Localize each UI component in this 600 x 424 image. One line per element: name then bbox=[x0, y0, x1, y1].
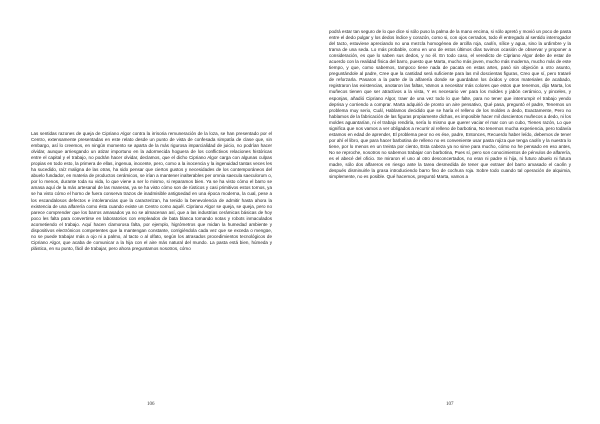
right-page-paragraph: podrá estar tan seguro de lo que dice si sólo puso la palma de la mano encima, si sólo apretó y movió un poco de pasta entre el dedo pulgar y los dedos índice y corazón, como si, con ojos cerrados, todo él entregado al sentido interrogador del tacto, estuviese apreciando no una mezcla homogénea de arcilla roja, caolín, sílice y agua, sino la urdimbre y la trama de una seda. Lo más probable, como en uno de estos últimos días tuvimos ocasión de observar y proponer a consideración, es que lo saben sus dedos, y no él. En todo caso, el veredicto de Cipriano Algor debe de estar de acuerdo con la realidad física del barro, puesto que Marta, mucho más joven, mucho más moderna, mucho más de este tiempo, y que, como sabemos, tampoco tiene nada de pacata en estas artes, pasó sin objeción a otro asunto, preguntándole al padre, Cree que la cantidad será suficiente para las mil doscientas figuras, Creo que sí, pero trataré de reforzarla. Pasaron a la parte de la alfarería donde se guardaban los óxidos y otros materiales de acabado, registraron las existencias, anotaron las faltas, Vamos a necesitar más colores que estos que tenemos, dijo Marta, los muñecos tienen que ser atractivos a la vista, Y es necesario ver para los moldes y jabón cerámico, y pinceles, y esponjas, añadió Cipriano Algor, traer de una vez todo lo que falte, para no tener que interrumpir el trabajo yendo deprisa y corriendo a comprar. Marta adquirió de pronto un aire pensativo, Qué pasa, preguntó el padre, Tenemos un problema muy serio, Cuál, Hablamos decidido que se haría el relleno de los moldes a dedo, Exactamente, Pero no hablamos de la fabricación de las figuras propiamente dichas, es imposible hacer mil doscientos muñecos a dedo, ni los moldes aguantarían, ni el trabajo rendiría, sería lo mismo que querer vaciar el mar con un cubo, Tienes razón, Lo que significa que nos vamos a ver obligados a recurrir al relleno de barbotina, No tenemos mucha experiencia, pero todavía estamos en edad de aprender, El problema peor no es ése, padre, Entonces, Recuerdo haber leído, debemos de tener por ahí el libro, que para hacer barbotina de relleno no es conveniente usar pasta rojiza que tenga caolín y la nuestra lo tiene, por lo menos en un treinta por ciento, Esta cabeza ya no sirve para mucho, cómo no he pensado en eso antes, No se reproche, nosotros no sabemos trabajar con barbotina, Pues sí, pero son conocimientos de pérvulos de alfarería, es el abecé del oficio. Se miraron el uno al otro desconcertados, no eran ni padre ni hija, ni futuro abuelo ni futura madre, sólo dos alfareros en riesgo ante la tarea desmedida de tener que extraer del barro amasado el caolín y después disminuirle la grasa introduciendo barro fino de cochura roja. Sobre todo cuando tal operación de alquimia, simplemente, no es posible. Qué hacemos, preguntó Marta, vamos a bbox=[329, 29, 571, 180]
right-page-number: 107 bbox=[446, 402, 454, 407]
left-page-paragraph: Las sentidas razones de queja de Cipriano Algor contra la irrisoria remuneración de la loza, se han presentado por el Centro, extensamente presentadas en este relato desde un punto de vista de confesada simpatía de clase que, sin embargo, así lo creemos, en ningún momento se aparta de la más rigurosa imparcialidad de juicio, no podrían hacer olvidar, aunque arriesgando un atizar importuno en la adormecida hoguera de los conflictivos relaciones históricas entre el capital y el trabajo, no podrán hacer olvidar, declamos, que el dicho Cipriano Algor carga con algunas culpas propias en todo esto, la primera de ellas, ingenua, inocente, pero, como a la inocencia y la ingenuidad tantas veces les ha sucedido, raíz maligna de las otras, ha sido pensar que ciertos gustos y necesidades de los contemporáneos del abuelo fundador, en materia de productos cerámicos, se irían a mantener inalterables per omnia saecula saeculorum o, por lo menos, durante toda su vida, lo que viene a ser lo mismo, si reparamos bien. Ya se ha visto cómo el barro se amasa aquí de la más artesanal de las maneras, ya se ha visto cómo son de rústicos y casi primitivos estos tornos, ya se ha visto cómo el horno de fuera conserva trazos de inadmisible antigüedad en una época moderna, la cual, pese a los escandalosos defectos e intolerancias que la caracterizan, ha tenido la benevolencia de admitir hasta ahora la existencia de una alfarería como ésta cuando existe un Centro como aquél. Cipriano Algor se queja, se queja, pero no parece comprender que los barros amasados ya no se almacenan así, que a las industrias cerámicas básicas de hoy poco les falta para convertirse en laboratorios con empleados de bata blanca tomando notas y robots inmaculados acometiendo el trabajo. Aquí hacen clamorosa falta, por ejemplo, higrómetros que midan la humedad ambiente y dispositivos electrónicos competentes que la mantengan constante, corrigiéndola cada vez que se exceda o mengüe, no se puede trabajar más a ojo ni a palmo, al tacto o al olfato, según los atrasados procedimientos tecnológicos de Cipriano Algor, que acaba de comunicar a la hija con el aire más natural del mundo. La pasta está bien, húmeda y plástica, en su punto, fácil de trabajar, pero ahora preguntamos nosotros, cómo bbox=[31, 131, 272, 251]
left-page-body-text bbox=[31, 131, 272, 399]
left-page-number: 106 bbox=[147, 402, 155, 407]
right-page bbox=[300, 0, 600, 424]
right-page-body-text bbox=[329, 29, 571, 399]
